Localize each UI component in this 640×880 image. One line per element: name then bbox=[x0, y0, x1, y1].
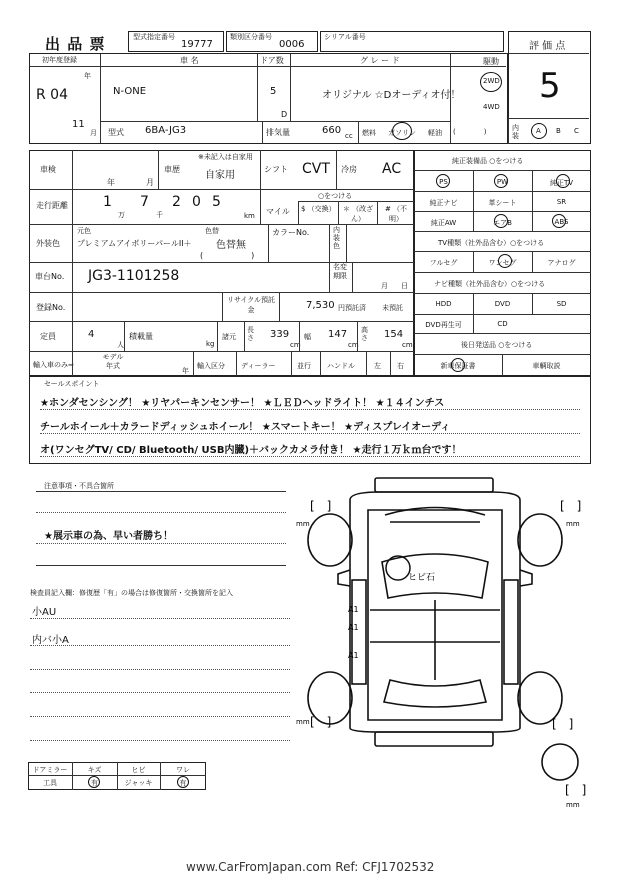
usage-note: ※未記入は自家用 bbox=[198, 153, 253, 161]
legend-jack: ジャッキ bbox=[124, 779, 153, 787]
equip-pw-circle bbox=[494, 174, 508, 188]
equip-airbag: エアB bbox=[493, 219, 512, 227]
equip-sr: SR bbox=[556, 198, 567, 206]
equip-tv: 純正TV bbox=[549, 179, 574, 187]
dvd-playback: DVD再生可 bbox=[425, 321, 462, 329]
doors-label: ドア数 bbox=[260, 56, 284, 65]
tv-type-label: TV種類（社外品含む）○をつける bbox=[438, 239, 545, 247]
sales-label: セールスポイント bbox=[44, 380, 100, 388]
repaint-label: 色替 bbox=[205, 227, 219, 235]
chassis-value: JG3-1101258 bbox=[88, 268, 180, 284]
jack-yes-circle bbox=[177, 776, 189, 788]
mileage-digit: 0 bbox=[192, 194, 201, 210]
svg-text:[ ]: [ ] bbox=[565, 783, 587, 797]
tv-analog: アナログ bbox=[547, 259, 576, 267]
docs-label: 後日発送品 ○をつける bbox=[461, 341, 533, 349]
doors-value: 5 bbox=[270, 86, 277, 97]
length-label: 長さ bbox=[247, 326, 254, 342]
displacement-value: 660 bbox=[322, 125, 342, 136]
tire-mm: mm bbox=[296, 718, 310, 726]
capacity-label: 定員 bbox=[40, 332, 56, 341]
tire-mm: mm bbox=[296, 520, 310, 528]
tire-mm: mm bbox=[566, 801, 580, 809]
navi-dvd: DVD bbox=[494, 300, 511, 308]
model-value: 6BA-JG3 bbox=[145, 125, 187, 136]
fuel-value: ガソリン bbox=[388, 129, 416, 137]
tv-fullseg: フルセグ bbox=[429, 259, 458, 267]
import-label: 輸入車のみ⇒ bbox=[33, 361, 74, 369]
drive-label: 駆動 bbox=[483, 57, 499, 66]
notes-label: 注意事項・不具合箇所 bbox=[44, 482, 114, 490]
interior-b: B bbox=[556, 127, 561, 135]
score-value: 5 bbox=[539, 66, 561, 106]
cd-option: CD bbox=[497, 320, 508, 328]
svg-text:[ ]: [ ] bbox=[310, 715, 332, 729]
mile-option: マイル bbox=[266, 207, 290, 216]
equip-navi: 純正ナビ bbox=[429, 199, 458, 207]
mileage-km: km bbox=[244, 212, 255, 220]
car-name-label: 車 名 bbox=[180, 56, 199, 65]
sales-line: チールホイール＋カラードディッシュホイール！ ★スマートキー！ ★ディスプレイオーディ bbox=[40, 422, 451, 433]
reg-no-label: 登録No. bbox=[36, 303, 66, 312]
car-damage-diagram bbox=[290, 470, 600, 810]
legend-jack-yes: 有 bbox=[179, 779, 187, 787]
interior-color-label: 内装色 bbox=[333, 226, 340, 250]
handle-right: 右 bbox=[397, 362, 404, 370]
sheet-title: 出 品 票 bbox=[45, 35, 106, 53]
legend-tools: 工具 bbox=[43, 779, 57, 787]
orig-color: プレミアムアイボリーパールII＋ bbox=[77, 239, 192, 248]
serial-label: シリアル番号 bbox=[324, 33, 366, 41]
mileage-man: 万 bbox=[118, 211, 125, 219]
navi-sd: SD bbox=[556, 300, 567, 308]
ac-value: AC bbox=[382, 161, 402, 177]
damage-mark: A1 bbox=[348, 651, 359, 660]
drive-4wd: 4WD bbox=[483, 103, 500, 111]
recycle-label: リサイクル預託金 bbox=[226, 296, 276, 314]
footer-ref: www.CarFromJapan.com Ref: CFJ1702532 bbox=[186, 860, 435, 874]
class-no-box bbox=[226, 31, 318, 52]
doc-manual: 車輌取説 bbox=[532, 362, 561, 370]
car-name: N-ONE bbox=[113, 86, 147, 97]
recycle-value: 7,530 bbox=[306, 300, 335, 311]
chassis-label: 車台No. bbox=[35, 272, 65, 281]
reg-month: 11 bbox=[72, 119, 85, 130]
tv-oneseg: ワンセグ bbox=[488, 259, 517, 267]
name-change-month: 月 bbox=[381, 282, 388, 290]
equip-ps: PS bbox=[439, 178, 448, 186]
import-class-label: 輸入区分 bbox=[197, 362, 225, 370]
inspection-month: 月 bbox=[146, 178, 154, 187]
equip-tv-circle bbox=[556, 174, 570, 188]
recycle-unpaid: 未預託 bbox=[382, 304, 403, 312]
type-no-box bbox=[128, 31, 224, 52]
tire-mm: mm bbox=[566, 520, 580, 528]
navi-hdd: HDD bbox=[435, 300, 452, 308]
width-label: 幅 bbox=[304, 333, 311, 341]
equip-aw: 純正AW bbox=[430, 219, 457, 227]
sales-line: オ(ワンセグTV/ CD/ Bluetooth/ USB内臓)＋バックカメラ付き！ ★走行１万ｋｍ台です！ bbox=[40, 445, 462, 456]
height-cm: cm bbox=[402, 341, 413, 349]
doc-warranty-circle bbox=[451, 358, 465, 372]
exchange-option: $ （交換） bbox=[301, 205, 336, 213]
std-equipment-label: 純正装備品 ○をつける bbox=[452, 157, 524, 165]
shift-label: シフト bbox=[264, 165, 288, 174]
mileage-digit: 2 bbox=[172, 194, 181, 210]
mileage-sen: 千 bbox=[156, 211, 163, 219]
windshield-note: ヒビ石 bbox=[408, 573, 436, 583]
legend-scratch: キズ bbox=[87, 766, 102, 774]
mileage-digit: 7 bbox=[140, 194, 149, 210]
tools-yes-circle bbox=[88, 776, 100, 788]
name-change-day: 日 bbox=[401, 282, 408, 290]
inspector-label: 検査員記入欄：修復歴「有」の場合は修復箇所・交換箇所を記入 bbox=[30, 589, 233, 597]
svg-text:[ ]: [ ] bbox=[310, 499, 332, 513]
parallel-option: 並行 bbox=[297, 362, 311, 370]
class-no-label: 類別区分番号 bbox=[230, 33, 272, 41]
year-unit: 年 bbox=[84, 72, 91, 80]
inspector-line: 内バ小A bbox=[32, 635, 69, 646]
damage-mark: A1 bbox=[348, 623, 359, 632]
repaint-value: 色替無 bbox=[216, 240, 246, 251]
shift-value: CVT bbox=[302, 161, 330, 177]
sales-line: ★ホンダセンシング！ ★リヤパーキンセンサー！ ★ＬＥＤヘッドライト！ ★１４インチス bbox=[40, 398, 445, 409]
equip-abs: ABS bbox=[554, 218, 569, 226]
equip-abs-circle bbox=[552, 214, 566, 228]
month-unit: 月 bbox=[90, 129, 97, 137]
equip-leather: 革シート bbox=[488, 199, 517, 207]
equip-ps-circle bbox=[436, 174, 450, 188]
svg-text:[ ]: [ ] bbox=[560, 499, 582, 513]
class-no: 0006 bbox=[279, 39, 305, 50]
mileage-circle-hint: ○をつける bbox=[318, 192, 353, 200]
door-suffix: D bbox=[281, 110, 288, 119]
handle-left: 左 bbox=[374, 362, 381, 370]
inspector-line: 小AU bbox=[32, 607, 57, 618]
dealer-option: ディーラー bbox=[241, 362, 276, 370]
displacement-label: 排気量 bbox=[266, 128, 290, 137]
model-year-label: モデル年式 bbox=[102, 353, 124, 370]
modified-option: ＊ （改ざん） bbox=[342, 205, 374, 223]
legend-crack: ヒビ bbox=[131, 766, 146, 774]
light-oil: 軽油 bbox=[428, 129, 442, 137]
inspection-year: 年 bbox=[107, 178, 115, 187]
mileage-label: 走行距離 bbox=[36, 201, 68, 210]
notes-text: ★展示車の為、早い者勝ち！ bbox=[44, 531, 173, 542]
type-no: 19777 bbox=[181, 39, 213, 50]
interior-label: 内装 bbox=[512, 124, 519, 140]
doc-warranty: 新車保証書 bbox=[440, 362, 476, 370]
score-label: 評 価 点 bbox=[529, 41, 566, 52]
model-label: 型式 bbox=[108, 128, 124, 137]
reg-era: R 04 bbox=[36, 87, 68, 103]
unknown-option: # （不明） bbox=[384, 205, 408, 223]
orig-color-label: 元色 bbox=[77, 227, 91, 235]
height-value: 154 bbox=[384, 329, 404, 340]
recycle-status: 円預託済 bbox=[338, 304, 366, 312]
load-kg: kg bbox=[206, 340, 215, 348]
model-year-nen: 年 bbox=[182, 367, 189, 375]
width-value: 147 bbox=[328, 329, 348, 340]
serial-box bbox=[320, 31, 504, 52]
mileage-digit: 5 bbox=[212, 194, 221, 210]
legend-tools-yes: 有 bbox=[91, 779, 98, 787]
usage-value: 自家用 bbox=[205, 170, 235, 181]
length-value: 339 bbox=[270, 329, 290, 340]
grade-value: オリジナル ☆Dオーディオ付！ bbox=[322, 90, 461, 101]
cc-unit: cc bbox=[345, 132, 353, 140]
grade-label: グ レ ー ド bbox=[360, 56, 400, 65]
dims-label: 諸元 bbox=[222, 333, 236, 341]
ac-label: 冷房 bbox=[341, 165, 357, 174]
capacity-value: 4 bbox=[88, 329, 95, 340]
height-label: 高さ bbox=[361, 326, 368, 342]
reg-year-label: 初年度登録 bbox=[42, 56, 77, 64]
handle-label: ハンドル bbox=[327, 362, 355, 370]
drive-2wd: 2WD bbox=[483, 77, 500, 85]
color-no-label: カラーNo. bbox=[272, 228, 310, 237]
interior-c: C bbox=[574, 127, 579, 135]
name-change-label: 名変期限 bbox=[333, 263, 347, 280]
load-label: 積載量 bbox=[129, 332, 153, 341]
usage-label: 車歴 bbox=[164, 165, 180, 174]
legend-door-mirror: ドアミラー bbox=[32, 766, 68, 774]
capacity-unit: 人 bbox=[117, 341, 124, 349]
legend-break: ワレ bbox=[176, 766, 190, 774]
fuel-label: 燃料 bbox=[362, 129, 376, 137]
damage-mark: A1 bbox=[348, 605, 359, 614]
type-no-label: 型式指定番号 bbox=[133, 33, 175, 41]
tv-oneseg-circle bbox=[498, 254, 512, 268]
svg-text:[ ]: [ ] bbox=[552, 717, 574, 731]
color-label: 外装色 bbox=[36, 239, 60, 248]
equip-airbag-circle bbox=[494, 214, 508, 228]
length-cm: cm bbox=[290, 341, 301, 349]
inspection-label: 車検 bbox=[40, 165, 56, 174]
equip-pw: PW bbox=[496, 178, 509, 186]
interior-a: A bbox=[536, 127, 541, 135]
width-cm: cm bbox=[348, 341, 359, 349]
mileage-digit: 1 bbox=[103, 194, 112, 210]
navi-type-label: ナビ種類（社外品含む）○をつける bbox=[434, 280, 546, 288]
